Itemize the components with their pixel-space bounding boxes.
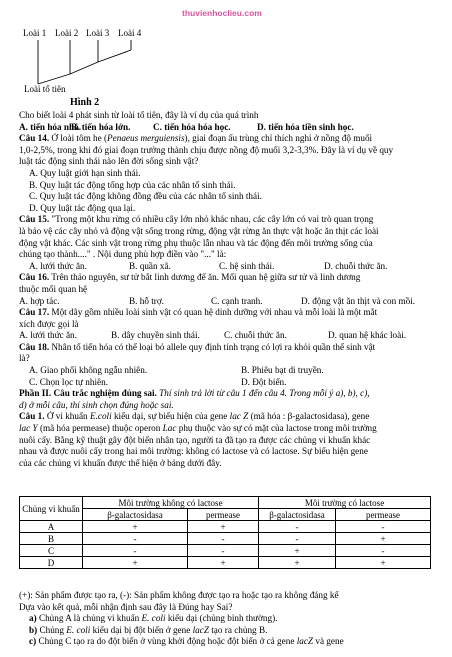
q15-number: Câu 15. <box>19 214 50 225</box>
table-row <box>20 533 431 545</box>
q15-option-c[interactable]: C. hệ sinh thái. <box>219 260 275 271</box>
statement-a-text: Chủng A là chủng vi khuẩn <box>38 613 142 624</box>
q13-options <box>19 122 444 134</box>
p2q1-text-b: kiểu dại, sự biểu hiện của gene <box>111 411 230 422</box>
watermark: thuvienhoclieu.com <box>182 8 262 18</box>
q16-text: Trên thảo nguyên, sư tử bắt linh dương để ăn. Mối quan hệ giữa sư tử và linh dương <box>49 272 361 283</box>
th-with-lactose: Môi trường có lactose <box>259 497 431 509</box>
q13-option-d[interactable]: D. tiến hóa tiền sinh học. <box>257 121 354 132</box>
q16-line-2: thuộc mối quan hệ <box>19 283 88 294</box>
q17-line-1 <box>19 307 444 319</box>
p2q1-number: Câu 1. <box>19 411 45 422</box>
value-cell: - <box>336 545 431 557</box>
q14-option-c[interactable]: C. Quy luật tác động không đồng đều của các nhân tố sinh thái. <box>29 191 262 202</box>
q18-text: Nhân tố tiến hóa có thể loại bỏ allele quy định tính trạng có lợi ra khỏi quần thể sinh vật <box>49 341 376 352</box>
q14-option-b[interactable]: B. Quy luật tác động tổng hợp của các nhân tố sinh thái. <box>29 179 236 190</box>
tree-species-3: Loài 3 <box>86 28 110 38</box>
after-table <box>19 590 444 648</box>
q13-option-a[interactable]: A. tiến hóa nhỏ. <box>19 121 82 132</box>
statement-a-ecoli: E. coli <box>141 613 166 624</box>
value-cell: - <box>259 533 336 545</box>
strain-cell: B <box>20 533 83 545</box>
expression-table <box>19 496 431 569</box>
q17-option-d[interactable]: D. quan hệ khác loài. <box>328 330 407 341</box>
value-cell: - <box>83 545 188 557</box>
table-row <box>20 545 431 557</box>
q16-option-c[interactable]: C. cạnh tranh. <box>211 295 263 306</box>
q15-line-1 <box>19 214 444 226</box>
question-block <box>19 110 444 469</box>
q15-option-a[interactable]: A. lưới thức ăn. <box>29 260 87 271</box>
q17-line-2: xích được gọi là <box>19 318 79 329</box>
value-cell: - <box>336 521 431 533</box>
q14-option-d[interactable]: D. Quy luật tác động qua lại. <box>29 202 136 213</box>
q18-options-row-2 <box>19 377 444 389</box>
statement-b-text-c: tạo ra chủng B. <box>208 624 268 635</box>
value-cell: + <box>83 557 188 569</box>
p2q1-line-4: nhau và được nuôi cấy trong hai môi trường: không có lactose và có lactose. Sự biểu hiện gene <box>19 446 368 457</box>
tree-ancestor: Loài tổ tiên <box>24 84 66 94</box>
q17-options <box>19 330 444 342</box>
q17-text: Một dãy gồm nhiều loài sinh vật có quan hệ dinh dưỡng với nhau và mỗi loài là một mắt <box>49 307 378 318</box>
statement-b-label: b) <box>29 624 40 635</box>
q18-options-row-1 <box>19 365 444 377</box>
statement-c-label: c) <box>29 636 39 647</box>
part2-line-2: d) ở mỗi câu, thí sinh chọn đúng hoặc sai. <box>19 399 174 410</box>
value-cell: + <box>259 557 336 569</box>
q15-line-4: chúng tạo thành...." . Nội dung phù hợp điền vào "..." là: <box>19 249 227 260</box>
q16-option-a[interactable]: A. hợp tác. <box>19 295 60 306</box>
q13-stem: Cho biết loài 4 phát sinh từ loài tổ tiên, đây là ví dụ của quá trình <box>19 110 259 120</box>
statement-c-lacz: lacZ <box>296 636 314 647</box>
tree-species-2: Loài 2 <box>55 28 79 38</box>
q17-option-a[interactable]: A. lưới thức ăn. <box>19 330 77 341</box>
value-cell: + <box>188 557 259 569</box>
q15-text: "Trong một khu rừng có nhiều cây lớn nhỏ khác nhau, các cây lớn có vai trò quan trọng <box>49 214 374 225</box>
p2q1-line-3: nuôi cấy. Bằng kỹ thuật gây đột biến nhân tạo, người ta đã tạo ra được các chủng vi khuẩn khác <box>19 434 371 445</box>
q16-options <box>19 296 444 308</box>
q14-option-a[interactable]: A. Quy luật giới hạn sinh thái. <box>29 167 141 178</box>
value-cell: + <box>83 521 188 533</box>
tree-species-1: Loài 1 <box>23 28 47 38</box>
statement-b-ecoli: E. coli <box>66 624 91 635</box>
statement-c-text-b: và gene <box>313 636 344 647</box>
part2-heading: Phần II. Câu trắc nghiệm đúng sai. <box>19 388 157 399</box>
q16-number: Câu 16. <box>19 272 50 283</box>
q14-text-b: ), giai đoạn ấu trùng chỉ thích nghi ở nồng độ muối <box>184 133 373 144</box>
table-legend: (+): Sản phẩm được tạo ra, (-): Sản phẩm không được tạo ra hoặc tạo ra không đáng kể <box>19 590 339 600</box>
q18-option-a[interactable]: A. Giao phối không ngẫu nhiên. <box>29 365 148 376</box>
value-cell: + <box>336 557 431 569</box>
q16-option-b[interactable]: B. hỗ trợ. <box>129 295 164 306</box>
p2q1-line-2 <box>19 423 444 435</box>
figure-caption: Hình 2 <box>70 97 100 108</box>
q18-line-2: là? <box>19 353 30 364</box>
statement-b-text: Chủng <box>39 624 67 635</box>
th-no-lactose: Môi trường không có lactose <box>83 497 259 509</box>
q17-option-c[interactable]: C. chuỗi thức ăn. <box>224 330 287 341</box>
value-cell: - <box>83 533 188 545</box>
p2q1-lacy: lac Y <box>19 423 38 434</box>
table-row <box>20 521 431 533</box>
statement-a-text-b: kiểu dại (chủng bình thường). <box>165 613 278 624</box>
q14-line-2: 1,0-2,5%, trong khi đó giai đoạn trưởng thành chịu được nồng độ muối 3,2-3,3%. Đây là ví dụ về quy <box>19 144 394 155</box>
statement-b[interactable] <box>19 625 444 637</box>
p2q1-text-c: (mã hóa : β-galactosidasa), gene <box>248 411 370 422</box>
value-cell: - <box>188 533 259 545</box>
th-sub-4: permease <box>336 509 431 521</box>
p2q1-lacz: lac Z <box>229 411 249 422</box>
statement-b-text-b: kiểu dại bị đột biến ở gene <box>90 624 193 635</box>
statement-c-text: Chủng C tạo ra do đột biến ở vùng khởi động hoặc đột biến ở cả gene <box>38 636 297 647</box>
part2-instruction: Thí sinh trả lời từ câu 1 đến câu 4. Trong mỗi ý a), b), c), <box>156 388 370 399</box>
strain-cell: C <box>20 545 83 557</box>
q14-species: Penaeus merguiensis <box>107 133 185 144</box>
q18-line-1 <box>19 342 444 354</box>
statement-a-label: a) <box>29 613 39 624</box>
q14-number: Câu 14. <box>19 133 50 144</box>
value-cell: - <box>259 521 336 533</box>
q15-line-3: động vật khác. Các sinh vật trong rừng phụ thuộc lẫn nhau và tác động đến môi trường sống của <box>19 237 373 248</box>
q15-line-2: là bảo vệ các cây nhỏ và động vật sống trong rừng, động vật rừng ăn thực vật hoặc ăn thịt các loài <box>19 225 379 236</box>
q14-text: Ở loài tôm he ( <box>49 133 108 144</box>
statement-b-lacz: lacZ <box>192 624 209 635</box>
statement-c[interactable] <box>19 636 444 648</box>
statement-a[interactable] <box>19 613 444 625</box>
q16-line-1 <box>19 272 444 284</box>
p2q1-text-d: (mã hóa permease) thuộc operon <box>37 423 163 434</box>
value-cell: + <box>336 533 431 545</box>
part2-line-1 <box>19 388 444 400</box>
tree-species-4: Loài 4 <box>118 28 142 38</box>
q16-option-d[interactable]: D. động vật ăn thịt và con mồi. <box>301 295 416 306</box>
value-cell: - <box>188 545 259 557</box>
q18-number: Câu 18. <box>19 341 50 352</box>
p2q1-line-1 <box>19 411 444 423</box>
true-false-prompt: Dựa vào kết quả, mỗi nhận định sau đây là Đúng hay Sai? <box>19 601 233 612</box>
th-strain: Chủng vi khuẩn <box>20 497 83 521</box>
value-cell: + <box>188 521 259 533</box>
p2q1-line-5: của các chủng vi khuẩn được thể hiện ở bảng dưới đây. <box>19 457 222 468</box>
th-sub-3: β-galactosidasa <box>259 509 336 521</box>
p2q1-text: Ở vi khuẩn <box>44 411 90 422</box>
table-row <box>20 557 431 569</box>
p2q1-ecoli: E.coli <box>89 411 112 422</box>
q18-option-c[interactable]: C. Chọn lọc tự nhiên. <box>29 376 108 387</box>
q17-number: Câu 17. <box>19 307 50 318</box>
q15-option-d[interactable]: D. chuỗi thức ăn. <box>324 260 388 271</box>
q13-option-b[interactable]: B. tiến hóa lớn. <box>71 121 131 132</box>
p2q1-lac: Lac <box>162 423 177 434</box>
q18-option-b[interactable]: B. Phiêu bạt di truyền. <box>241 365 324 376</box>
q15-options <box>19 261 444 273</box>
strain-cell: A <box>20 521 83 533</box>
q14-line-1 <box>19 133 444 145</box>
q14-line-3: luật tác động sinh thái nào lên đời sống sinh vật? <box>19 156 199 167</box>
q13-option-c[interactable]: C. tiến hóa hóa học. <box>153 121 231 132</box>
th-sub-2: permease <box>188 509 259 521</box>
strain-cell: D <box>20 557 83 569</box>
q17-option-b[interactable]: B. dây chuyền sinh thái. <box>111 330 200 341</box>
value-cell: + <box>259 545 336 557</box>
th-sub-1: β-galactosidasa <box>83 509 188 521</box>
p2q1-text-e: phụ thuộc vào sự có mặt của lactose trong môi trường <box>176 423 377 434</box>
q18-option-d[interactable]: D. Đột biến. <box>241 376 287 387</box>
q15-option-b[interactable]: B. quần xã. <box>129 260 171 271</box>
